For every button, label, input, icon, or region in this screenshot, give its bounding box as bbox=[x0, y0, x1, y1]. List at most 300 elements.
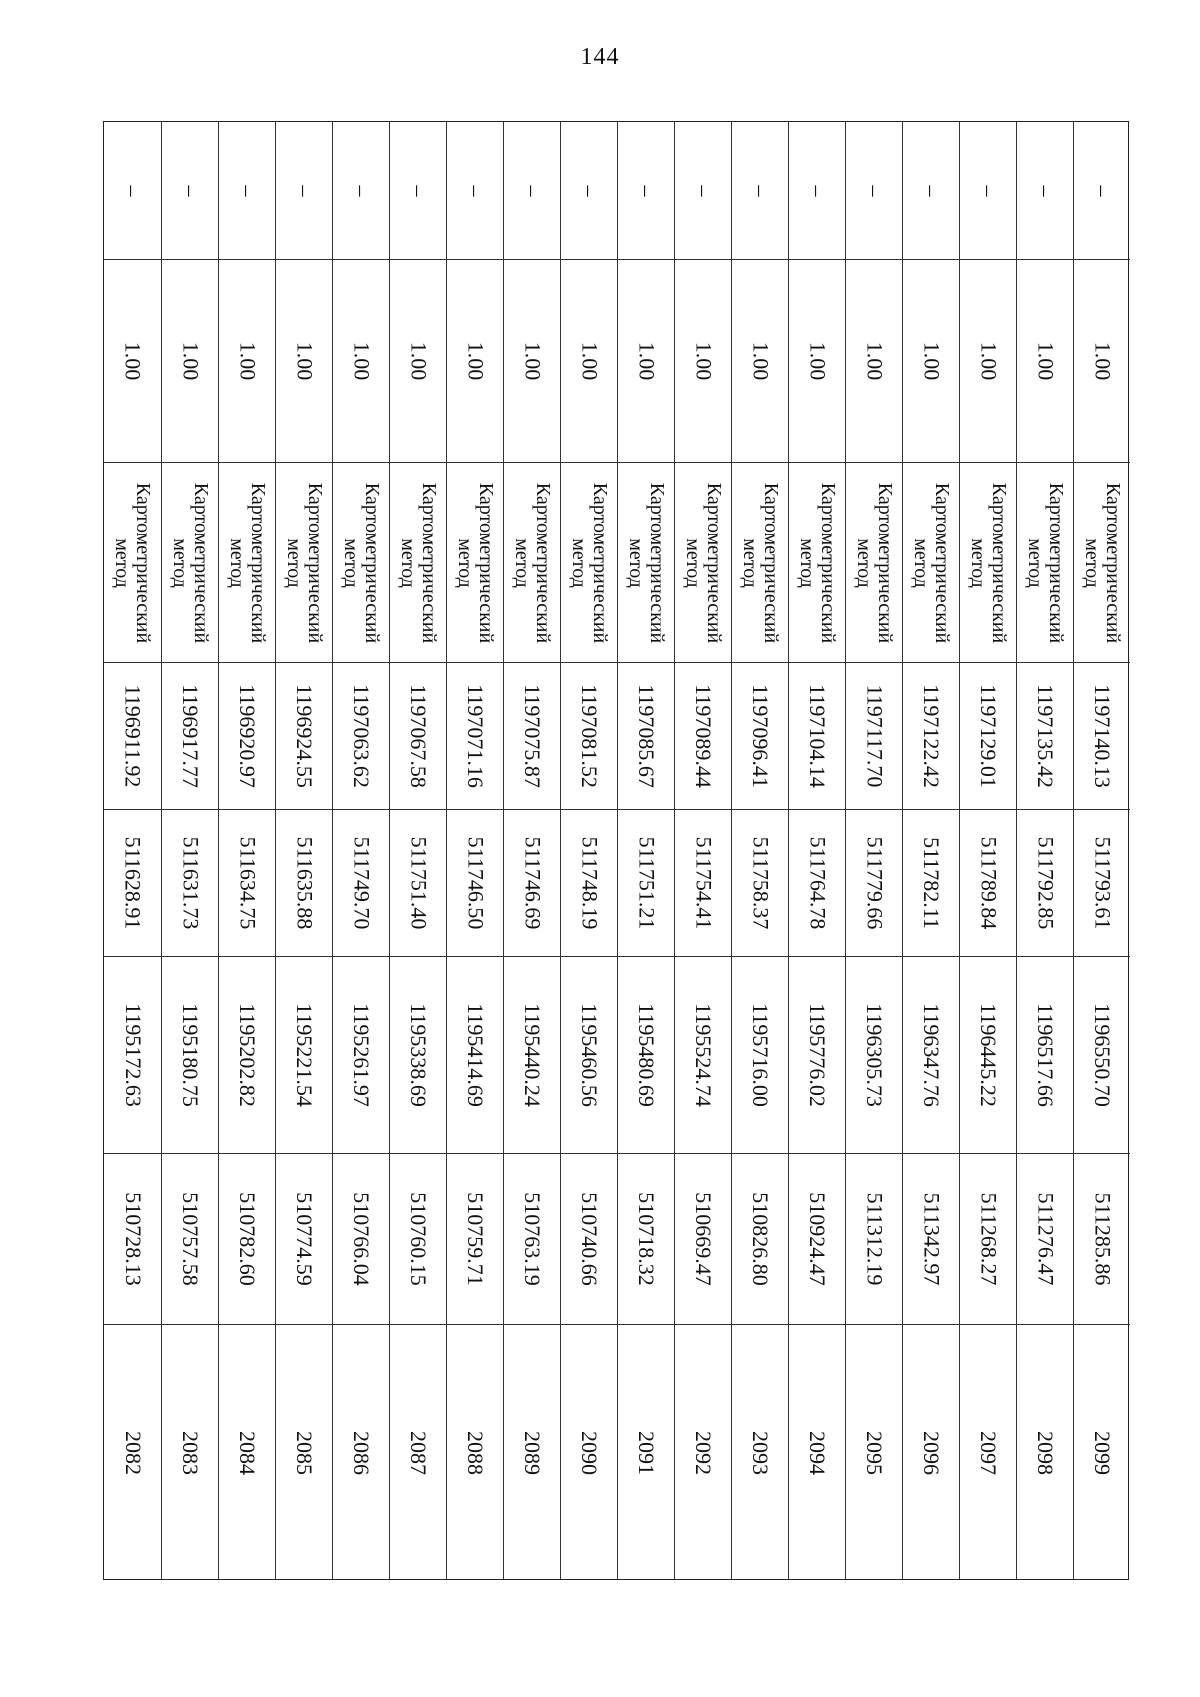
cell-x1-text: 510669.47 bbox=[691, 1192, 716, 1286]
cell-method-text: Картометрический метод bbox=[625, 482, 669, 643]
cell-accuracy-text: 1.00 bbox=[349, 341, 374, 381]
cell-x2 bbox=[732, 810, 788, 957]
cell-num-text: 2082 bbox=[120, 1431, 146, 1475]
cell-num bbox=[162, 1325, 218, 1581]
cell-y1 bbox=[504, 957, 560, 1154]
cell-x1 bbox=[732, 1154, 788, 1325]
cell-accuracy bbox=[104, 260, 161, 463]
cell-y1-text: 1195460.56 bbox=[577, 1003, 602, 1107]
table-row bbox=[389, 122, 446, 1579]
cell-note bbox=[1017, 122, 1073, 260]
cell-method bbox=[675, 463, 731, 663]
cell-accuracy bbox=[732, 260, 788, 463]
cell-accuracy bbox=[618, 260, 674, 463]
cell-method bbox=[903, 463, 959, 663]
cell-method-text: Картометрический метод bbox=[967, 482, 1011, 643]
cell-accuracy bbox=[561, 260, 617, 463]
cell-x2-text: 511782.11 bbox=[919, 837, 944, 929]
table-row bbox=[161, 122, 218, 1579]
cell-y2 bbox=[732, 663, 788, 810]
cell-method-text: Картометрический метод bbox=[739, 482, 783, 643]
cell-y2-text: 1197104.14 bbox=[805, 684, 830, 788]
cell-y2-text: 1196920.97 bbox=[235, 684, 260, 788]
cell-x1-text: 511285.86 bbox=[1090, 1192, 1115, 1286]
cell-accuracy-text: 1.00 bbox=[235, 341, 260, 381]
cell-x1-text: 510757.58 bbox=[178, 1192, 203, 1286]
cell-method bbox=[504, 463, 560, 663]
cell-note-text: – bbox=[1090, 185, 1115, 196]
cell-y2 bbox=[447, 663, 503, 810]
cell-y1-text: 1195338.69 bbox=[406, 1003, 431, 1107]
cell-accuracy bbox=[276, 260, 332, 463]
cell-y2-text: 1196924.55 bbox=[292, 684, 317, 788]
cell-x1-text: 510728.13 bbox=[120, 1192, 146, 1286]
table-row bbox=[1016, 122, 1073, 1579]
cell-num bbox=[333, 1325, 389, 1581]
cell-x1-text: 510760.15 bbox=[406, 1192, 431, 1286]
cell-method-text: Картометрический метод bbox=[283, 482, 327, 643]
cell-x2-text: 511764.78 bbox=[805, 836, 830, 930]
cell-accuracy bbox=[846, 260, 902, 463]
cell-x2-text: 511746.69 bbox=[520, 836, 545, 930]
cell-x1-text: 510740.66 bbox=[577, 1192, 602, 1286]
cell-y2 bbox=[504, 663, 560, 810]
cell-accuracy bbox=[675, 260, 731, 463]
cell-x1 bbox=[846, 1154, 902, 1325]
cell-x2 bbox=[1017, 810, 1073, 957]
cell-x2 bbox=[276, 810, 332, 957]
cell-y1-text: 1195221.54 bbox=[292, 1003, 317, 1107]
table-row bbox=[104, 122, 161, 1579]
cell-y1 bbox=[162, 957, 218, 1154]
cell-x2 bbox=[789, 810, 845, 957]
cell-note bbox=[675, 122, 731, 260]
cell-y2-text: 1196917.77 bbox=[178, 684, 203, 788]
cell-x2-text: 511631.73 bbox=[178, 836, 203, 930]
cell-method-text: Картометрический метод bbox=[796, 482, 840, 643]
cell-x2 bbox=[1074, 810, 1130, 957]
cell-num bbox=[732, 1325, 788, 1581]
cell-num bbox=[1074, 1325, 1130, 1581]
cell-x1 bbox=[903, 1154, 959, 1325]
cell-accuracy-text: 1.00 bbox=[292, 341, 317, 381]
table-row bbox=[845, 122, 902, 1579]
cell-y2 bbox=[390, 663, 446, 810]
cell-x2-text: 511792.85 bbox=[1033, 836, 1058, 930]
cell-x2-text: 511628.91 bbox=[120, 836, 146, 930]
cell-x1-text: 511312.19 bbox=[862, 1192, 887, 1286]
cell-x2 bbox=[333, 810, 389, 957]
table-row bbox=[560, 122, 617, 1579]
cell-note-text: – bbox=[406, 185, 431, 196]
cell-note-text: – bbox=[919, 185, 944, 196]
cell-y2-text: 1197075.87 bbox=[520, 684, 545, 788]
cell-note bbox=[960, 122, 1016, 260]
cell-y1 bbox=[618, 957, 674, 1154]
cell-note bbox=[732, 122, 788, 260]
cell-x2-text: 511758.37 bbox=[748, 836, 773, 930]
cell-num bbox=[104, 1325, 161, 1581]
cell-accuracy bbox=[219, 260, 275, 463]
cell-method-text: Картометрический метод bbox=[511, 482, 555, 643]
cell-note bbox=[903, 122, 959, 260]
cell-x2 bbox=[675, 810, 731, 957]
cell-method bbox=[162, 463, 218, 663]
cell-num-text: 2083 bbox=[178, 1431, 203, 1475]
cell-method bbox=[846, 463, 902, 663]
cell-num bbox=[675, 1325, 731, 1581]
cell-note-text: – bbox=[120, 185, 146, 196]
cell-y2 bbox=[789, 663, 845, 810]
cell-accuracy-text: 1.00 bbox=[520, 341, 545, 381]
table-row bbox=[617, 122, 674, 1579]
cell-num-text: 2086 bbox=[349, 1431, 374, 1475]
table-row bbox=[902, 122, 959, 1579]
cell-num-text: 2098 bbox=[1033, 1431, 1058, 1475]
table-row bbox=[788, 122, 845, 1579]
cell-y1-text: 1196305.73 bbox=[862, 1003, 887, 1107]
cell-note-text: – bbox=[463, 185, 488, 196]
table-row bbox=[332, 122, 389, 1579]
cell-num-text: 2094 bbox=[805, 1431, 830, 1475]
cell-note-text: – bbox=[577, 185, 602, 196]
cell-x1 bbox=[675, 1154, 731, 1325]
cell-note-text: – bbox=[805, 185, 830, 196]
cell-num-text: 2095 bbox=[862, 1431, 887, 1475]
cell-num-text: 2096 bbox=[919, 1431, 944, 1475]
cell-y2-text: 1197063.62 bbox=[349, 684, 374, 788]
table-row bbox=[218, 122, 275, 1579]
cell-accuracy-text: 1.00 bbox=[1090, 341, 1115, 381]
cell-y1 bbox=[219, 957, 275, 1154]
cell-y1 bbox=[1074, 957, 1130, 1154]
cell-y1-text: 1195414.69 bbox=[463, 1003, 488, 1107]
cell-y1 bbox=[447, 957, 503, 1154]
cell-accuracy bbox=[789, 260, 845, 463]
cell-accuracy-text: 1.00 bbox=[1033, 341, 1058, 381]
cell-note-text: – bbox=[349, 185, 374, 196]
cell-x2-text: 511749.70 bbox=[349, 836, 374, 930]
cell-y2 bbox=[675, 663, 731, 810]
cell-method-text: Картометрический метод bbox=[226, 482, 270, 643]
cell-note-text: – bbox=[862, 185, 887, 196]
cell-y2 bbox=[1017, 663, 1073, 810]
cell-accuracy bbox=[390, 260, 446, 463]
cell-note bbox=[333, 122, 389, 260]
cell-x1 bbox=[1017, 1154, 1073, 1325]
cell-note bbox=[846, 122, 902, 260]
cell-accuracy-text: 1.00 bbox=[691, 341, 716, 381]
page-number: 144 bbox=[580, 44, 620, 70]
cell-note-text: – bbox=[634, 185, 659, 196]
cell-x2 bbox=[104, 810, 161, 957]
cell-y1 bbox=[846, 957, 902, 1154]
cell-y2-text: 1196911.92 bbox=[120, 684, 146, 788]
cell-y1-text: 1195776.02 bbox=[805, 1003, 830, 1107]
cell-method bbox=[960, 463, 1016, 663]
cell-x2 bbox=[219, 810, 275, 957]
cell-num-text: 2084 bbox=[235, 1431, 260, 1475]
cell-note bbox=[789, 122, 845, 260]
cell-num-text: 2091 bbox=[634, 1431, 659, 1475]
cell-x1-text: 510924.47 bbox=[805, 1192, 830, 1286]
cell-accuracy bbox=[447, 260, 503, 463]
cell-x2-text: 511779.66 bbox=[862, 836, 887, 930]
cell-note-text: – bbox=[235, 185, 260, 196]
cell-accuracy bbox=[960, 260, 1016, 463]
cell-y1 bbox=[789, 957, 845, 1154]
cell-accuracy-text: 1.00 bbox=[862, 341, 887, 381]
cell-y2 bbox=[104, 663, 161, 810]
cell-method bbox=[390, 463, 446, 663]
cell-y2 bbox=[1074, 663, 1130, 810]
cell-note bbox=[162, 122, 218, 260]
cell-num-text: 2092 bbox=[691, 1431, 716, 1475]
cell-num-text: 2087 bbox=[406, 1431, 431, 1475]
cell-y1-text: 1196517.66 bbox=[1033, 1003, 1058, 1107]
cell-y1 bbox=[1017, 957, 1073, 1154]
table-row bbox=[674, 122, 731, 1579]
cell-accuracy-text: 1.00 bbox=[577, 341, 602, 381]
cell-x2-text: 511634.75 bbox=[235, 836, 260, 930]
cell-x1 bbox=[789, 1154, 845, 1325]
cell-y2 bbox=[276, 663, 332, 810]
cell-num bbox=[1017, 1325, 1073, 1581]
cell-y2-text: 1197071.16 bbox=[463, 684, 488, 788]
cell-y1-text: 1195524.74 bbox=[691, 1003, 716, 1107]
cell-x1 bbox=[618, 1154, 674, 1325]
cell-x2-text: 511751.40 bbox=[406, 836, 431, 930]
cell-x1-text: 510763.19 bbox=[520, 1192, 545, 1286]
coordinates-table bbox=[103, 121, 1129, 1580]
cell-method-text: Картометрический метод bbox=[568, 482, 612, 643]
cell-x1 bbox=[447, 1154, 503, 1325]
cell-note-text: – bbox=[292, 185, 317, 196]
cell-num bbox=[618, 1325, 674, 1581]
cell-num-text: 2099 bbox=[1090, 1431, 1115, 1475]
cell-x1-text: 510766.04 bbox=[349, 1192, 374, 1286]
cell-method-text: Картометрический метод bbox=[340, 482, 384, 643]
table-row bbox=[275, 122, 332, 1579]
cell-y1 bbox=[561, 957, 617, 1154]
cell-accuracy bbox=[1017, 260, 1073, 463]
cell-x1-text: 510774.59 bbox=[292, 1192, 317, 1286]
cell-x1 bbox=[104, 1154, 161, 1325]
cell-accuracy-text: 1.00 bbox=[120, 341, 146, 381]
cell-num bbox=[903, 1325, 959, 1581]
cell-x1 bbox=[333, 1154, 389, 1325]
cell-y1-text: 1195172.63 bbox=[120, 1003, 146, 1107]
cell-y2 bbox=[561, 663, 617, 810]
cell-y2-text: 1197081.52 bbox=[577, 684, 602, 788]
cell-note bbox=[561, 122, 617, 260]
cell-x2 bbox=[504, 810, 560, 957]
cell-method bbox=[219, 463, 275, 663]
cell-accuracy-text: 1.00 bbox=[406, 341, 431, 381]
table-row bbox=[959, 122, 1016, 1579]
cell-num-text: 2088 bbox=[463, 1431, 488, 1475]
cell-y2 bbox=[903, 663, 959, 810]
cell-note bbox=[447, 122, 503, 260]
cell-x2-text: 511751.21 bbox=[634, 836, 659, 930]
table-row bbox=[503, 122, 560, 1579]
cell-x1 bbox=[960, 1154, 1016, 1325]
cell-x2 bbox=[561, 810, 617, 957]
cell-y1 bbox=[390, 957, 446, 1154]
cell-accuracy-text: 1.00 bbox=[976, 341, 1001, 381]
cell-x2-text: 511789.84 bbox=[976, 836, 1001, 930]
table-row bbox=[731, 122, 788, 1579]
cell-x2 bbox=[447, 810, 503, 957]
cell-note-text: – bbox=[691, 185, 716, 196]
cell-y1 bbox=[333, 957, 389, 1154]
cell-x1 bbox=[276, 1154, 332, 1325]
cell-num bbox=[789, 1325, 845, 1581]
cell-x1-text: 510826.80 bbox=[748, 1192, 773, 1286]
cell-num-text: 2090 bbox=[577, 1431, 602, 1475]
cell-method bbox=[104, 463, 161, 663]
cell-y2 bbox=[618, 663, 674, 810]
cell-num-text: 2097 bbox=[976, 1431, 1001, 1475]
cell-y2-text: 1197117.70 bbox=[862, 684, 887, 788]
cell-method bbox=[561, 463, 617, 663]
table-row bbox=[1073, 122, 1130, 1579]
cell-y1-text: 1195261.97 bbox=[349, 1003, 374, 1107]
cell-y1 bbox=[903, 957, 959, 1154]
cell-num bbox=[276, 1325, 332, 1581]
cell-y1 bbox=[276, 957, 332, 1154]
table-row bbox=[446, 122, 503, 1579]
cell-y1 bbox=[675, 957, 731, 1154]
cell-accuracy bbox=[162, 260, 218, 463]
cell-y1-text: 1195440.24 bbox=[520, 1003, 545, 1107]
cell-y2-text: 1197129.01 bbox=[976, 684, 1001, 788]
cell-y1-text: 1195202.82 bbox=[235, 1003, 260, 1107]
cell-y2-text: 1197089.44 bbox=[691, 684, 716, 788]
cell-note-text: – bbox=[1033, 185, 1058, 196]
cell-method-text: Картометрический метод bbox=[397, 482, 441, 643]
cell-num bbox=[561, 1325, 617, 1581]
cell-y1 bbox=[732, 957, 788, 1154]
cell-num bbox=[390, 1325, 446, 1581]
cell-method-text: Картометрический метод bbox=[454, 482, 498, 643]
cell-accuracy-text: 1.00 bbox=[748, 341, 773, 381]
cell-accuracy bbox=[1074, 260, 1130, 463]
cell-method-text: Картометрический метод bbox=[853, 482, 897, 643]
cell-x1-text: 510718.32 bbox=[634, 1192, 659, 1286]
cell-y2-text: 1197067.58 bbox=[406, 684, 431, 788]
cell-y2-text: 1197122.42 bbox=[919, 684, 944, 788]
cell-y1-text: 1196550.70 bbox=[1090, 1003, 1115, 1107]
cell-x2-text: 511793.61 bbox=[1090, 836, 1115, 930]
cell-x1 bbox=[504, 1154, 560, 1325]
cell-accuracy-text: 1.00 bbox=[634, 341, 659, 381]
cell-y1-text: 1196445.22 bbox=[976, 1003, 1001, 1107]
cell-method bbox=[333, 463, 389, 663]
cell-y2-text: 1197135.42 bbox=[1033, 684, 1058, 788]
cell-note bbox=[276, 122, 332, 260]
cell-note-text: – bbox=[520, 185, 545, 196]
cell-x2 bbox=[846, 810, 902, 957]
cell-y1 bbox=[960, 957, 1016, 1154]
cell-method-text: Картометрический метод bbox=[111, 482, 155, 643]
cell-note bbox=[1074, 122, 1130, 260]
cell-accuracy-text: 1.00 bbox=[178, 341, 203, 381]
cell-x1-text: 511276.47 bbox=[1033, 1192, 1058, 1286]
cell-y2-text: 1197096.41 bbox=[748, 684, 773, 788]
cell-accuracy bbox=[504, 260, 560, 463]
cell-x1-text: 510782.60 bbox=[235, 1192, 260, 1286]
cell-y2 bbox=[162, 663, 218, 810]
cell-method bbox=[276, 463, 332, 663]
cell-note-text: – bbox=[976, 185, 1001, 196]
cell-num-text: 2085 bbox=[292, 1431, 317, 1475]
cell-x2-text: 511748.19 bbox=[577, 836, 602, 930]
cell-note bbox=[618, 122, 674, 260]
cell-x2 bbox=[390, 810, 446, 957]
cell-x2 bbox=[960, 810, 1016, 957]
cell-accuracy-text: 1.00 bbox=[805, 341, 830, 381]
cell-x2 bbox=[618, 810, 674, 957]
cell-y1-text: 1195716.00 bbox=[748, 1003, 773, 1107]
cell-accuracy-text: 1.00 bbox=[463, 341, 488, 381]
cell-method bbox=[618, 463, 674, 663]
cell-y2-text: 1197140.13 bbox=[1090, 684, 1115, 788]
cell-note bbox=[390, 122, 446, 260]
cell-x2 bbox=[162, 810, 218, 957]
cell-x2-text: 511754.41 bbox=[691, 836, 716, 930]
cell-num bbox=[960, 1325, 1016, 1581]
cell-method bbox=[789, 463, 845, 663]
cell-x1 bbox=[1074, 1154, 1130, 1325]
cell-method bbox=[732, 463, 788, 663]
cell-accuracy-text: 1.00 bbox=[919, 341, 944, 381]
cell-x1-text: 510759.71 bbox=[463, 1192, 488, 1286]
cell-x2-text: 511746.50 bbox=[463, 836, 488, 930]
cell-accuracy bbox=[333, 260, 389, 463]
cell-accuracy bbox=[903, 260, 959, 463]
cell-x1 bbox=[219, 1154, 275, 1325]
cell-x1 bbox=[162, 1154, 218, 1325]
cell-y2 bbox=[219, 663, 275, 810]
cell-method bbox=[1074, 463, 1130, 663]
cell-method-text: Картометрический метод bbox=[1081, 482, 1125, 643]
cell-note bbox=[504, 122, 560, 260]
cell-num-text: 2089 bbox=[520, 1431, 545, 1475]
cell-num-text: 2093 bbox=[748, 1431, 773, 1475]
cell-method bbox=[1017, 463, 1073, 663]
cell-x2 bbox=[903, 810, 959, 957]
cell-num bbox=[219, 1325, 275, 1581]
cell-note bbox=[104, 122, 161, 260]
cell-y2 bbox=[846, 663, 902, 810]
cell-y1-text: 1195480.69 bbox=[634, 1003, 659, 1107]
cell-note bbox=[219, 122, 275, 260]
cell-method-text: Картометрический метод bbox=[682, 482, 726, 643]
cell-x1 bbox=[390, 1154, 446, 1325]
cell-x1-text: 511268.27 bbox=[976, 1192, 1001, 1286]
cell-y2-text: 1197085.67 bbox=[634, 684, 659, 788]
cell-method bbox=[447, 463, 503, 663]
cell-y2 bbox=[333, 663, 389, 810]
cell-y1-text: 1195180.75 bbox=[178, 1003, 203, 1107]
cell-method-text: Картометрический метод bbox=[169, 482, 213, 643]
cell-method-text: Картометрический метод bbox=[910, 482, 954, 643]
cell-x1-text: 511342.97 bbox=[919, 1192, 944, 1286]
cell-x1 bbox=[561, 1154, 617, 1325]
cell-num bbox=[846, 1325, 902, 1581]
cell-num bbox=[447, 1325, 503, 1581]
